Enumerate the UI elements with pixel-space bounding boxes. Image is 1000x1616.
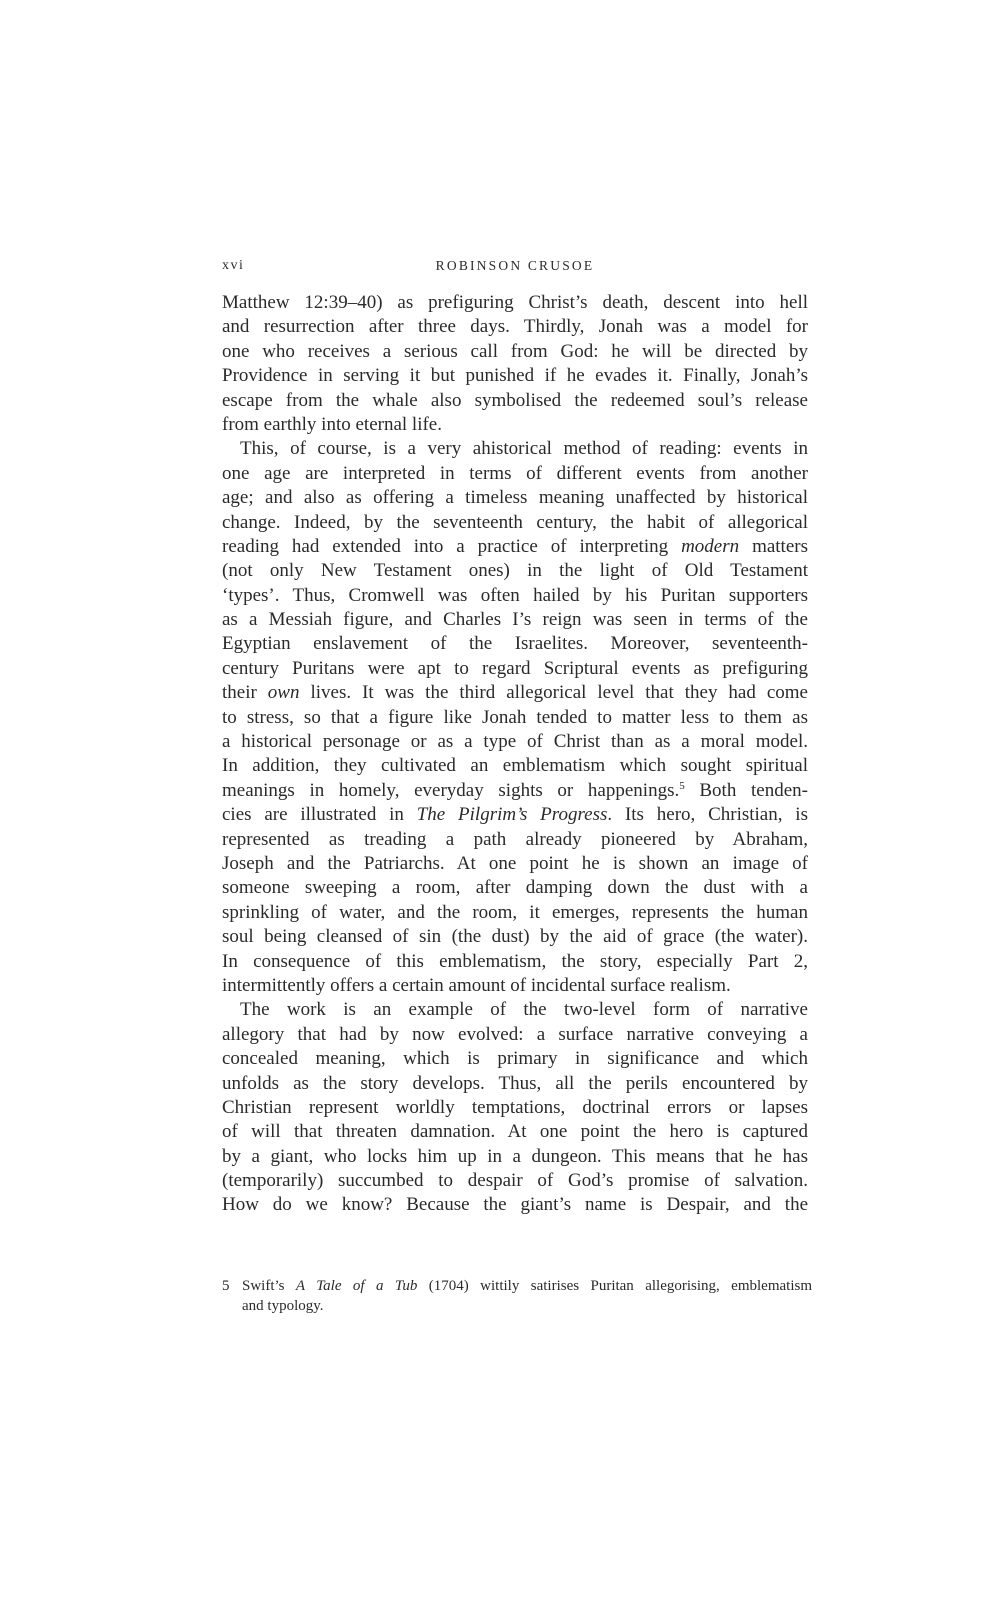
text-line: ‘types’. Thus, Cromwell was often hailed by his Puritan supporters bbox=[222, 584, 808, 606]
text-line: century Puritans were apt to regard Scriptural events as prefiguring bbox=[222, 657, 808, 679]
text-line: allegory that had by now evolved: a surface narrative conveying a bbox=[222, 1023, 808, 1045]
text-line: In consequence of this emblematism, the story, especially Part 2, bbox=[222, 950, 808, 972]
text-line: to stress, so that a figure like Jonah tended to matter less to them as bbox=[222, 706, 808, 728]
text-line: Egyptian enslavement of the Israelites. Moreover, seventeenth- bbox=[222, 633, 808, 655]
text-line: from earthly into eternal life. bbox=[222, 413, 442, 435]
text-line: Providence in serving it but punished if he evades it. Finally, Jonah’s bbox=[222, 365, 808, 387]
text-line: escape from the whale also symbolised the redeemed soul’s release bbox=[222, 389, 808, 411]
text-line: one who receives a serious call from God: he will be directed by bbox=[222, 340, 808, 362]
paragraph bbox=[222, 291, 808, 437]
text-line: This, of course, is a very ahistorical method of reading: events in bbox=[240, 438, 808, 460]
text-line: Matthew 12:39–40) as prefiguring Christ’s death, descent into hell bbox=[222, 292, 808, 313]
italic-text: A Tale of a Tub bbox=[295, 1277, 418, 1294]
text-line: Joseph and the Patriarchs. At one point he is shown an image of bbox=[222, 852, 808, 874]
text-line: of will that threaten damnation. At one point the hero is captured bbox=[222, 1121, 808, 1143]
text-line: as a Messiah figure, and Charles I’s reign was seen in terms of the bbox=[222, 609, 808, 631]
footnote-line: Swift’s A Tale of a Tub (1704) wittily satirises Puritan allegorising, emblematism bbox=[242, 1277, 812, 1294]
text-line: one age are interpreted in terms of different events from another bbox=[222, 462, 808, 484]
italic-text: The Pilgrim’s Progress bbox=[416, 804, 608, 826]
italic-text: modern bbox=[681, 535, 740, 557]
footnote-reference: 5 bbox=[679, 779, 685, 792]
paragraph bbox=[222, 437, 808, 998]
running-head bbox=[222, 258, 808, 282]
text-line: cies are illustrated in The Pilgrim’s Progress. Its hero, Christian, is bbox=[222, 804, 808, 826]
text-line: and resurrection after three days. Thirdly, Jonah was a model for bbox=[222, 316, 808, 338]
body-text bbox=[222, 291, 808, 1218]
text-line: (temporarily) succumbed to despair of God’s promise of salvation. bbox=[222, 1170, 808, 1192]
text-line: Christian represent worldly temptations, doctrinal errors or lapses bbox=[222, 1096, 808, 1118]
running-title: ROBINSON CRUSOE bbox=[435, 258, 595, 273]
text-line: by a giant, who locks him up in a dungeon. This means that he has bbox=[222, 1145, 808, 1167]
text-line: In addition, they cultivated an emblematism which sought spiritual bbox=[222, 755, 808, 777]
text-line: a historical personage or as a type of Christ than as a moral model. bbox=[222, 731, 808, 753]
text-line: represented as treading a path already pioneered by Abraham, bbox=[222, 828, 808, 850]
book-page bbox=[222, 258, 812, 1317]
italic-text: own bbox=[267, 682, 300, 704]
text-line: age; and also as offering a timeless meaning unaffected by historical bbox=[222, 487, 808, 509]
paragraph bbox=[222, 998, 808, 1218]
text-line: concealed meaning, which is primary in significance and which bbox=[222, 1048, 808, 1070]
text-line: sprinkling of water, and the room, it emerges, represents the human bbox=[222, 901, 808, 923]
text-line: (not only New Testament ones) in the light of Old Testament bbox=[222, 560, 808, 582]
footnote-line: and typology. bbox=[242, 1298, 324, 1315]
text-line: unfolds as the story develops. Thus, all the perils encountered by bbox=[222, 1072, 808, 1094]
footnote bbox=[222, 1276, 812, 1317]
footnote-number: 5 bbox=[222, 1277, 230, 1294]
text-line: The work is an example of the two-level form of narrative bbox=[240, 999, 808, 1021]
text-line: intermittently offers a certain amount of incidental surface realism. bbox=[222, 974, 731, 996]
text-line: soul being cleansed of sin (the dust) by the aid of grace (the water). bbox=[222, 926, 808, 948]
text-line: their own lives. It was the third allegorical level that they had come bbox=[222, 682, 808, 704]
text-line: meanings in homely, everyday sights or happenings.$^5$ Both tenden- bbox=[222, 779, 808, 801]
footnote-text bbox=[242, 1276, 812, 1317]
page-number: xvi bbox=[222, 258, 245, 273]
text-line: reading had extended into a practice of interpreting modern matters bbox=[222, 535, 808, 557]
text-line: How do we know? Because the giant’s name is Despair, and the bbox=[222, 1194, 808, 1216]
text-line: change. Indeed, by the seventeenth century, the habit of allegorical bbox=[222, 511, 808, 533]
text-line: someone sweeping a room, after damping down the dust with a bbox=[222, 877, 808, 899]
